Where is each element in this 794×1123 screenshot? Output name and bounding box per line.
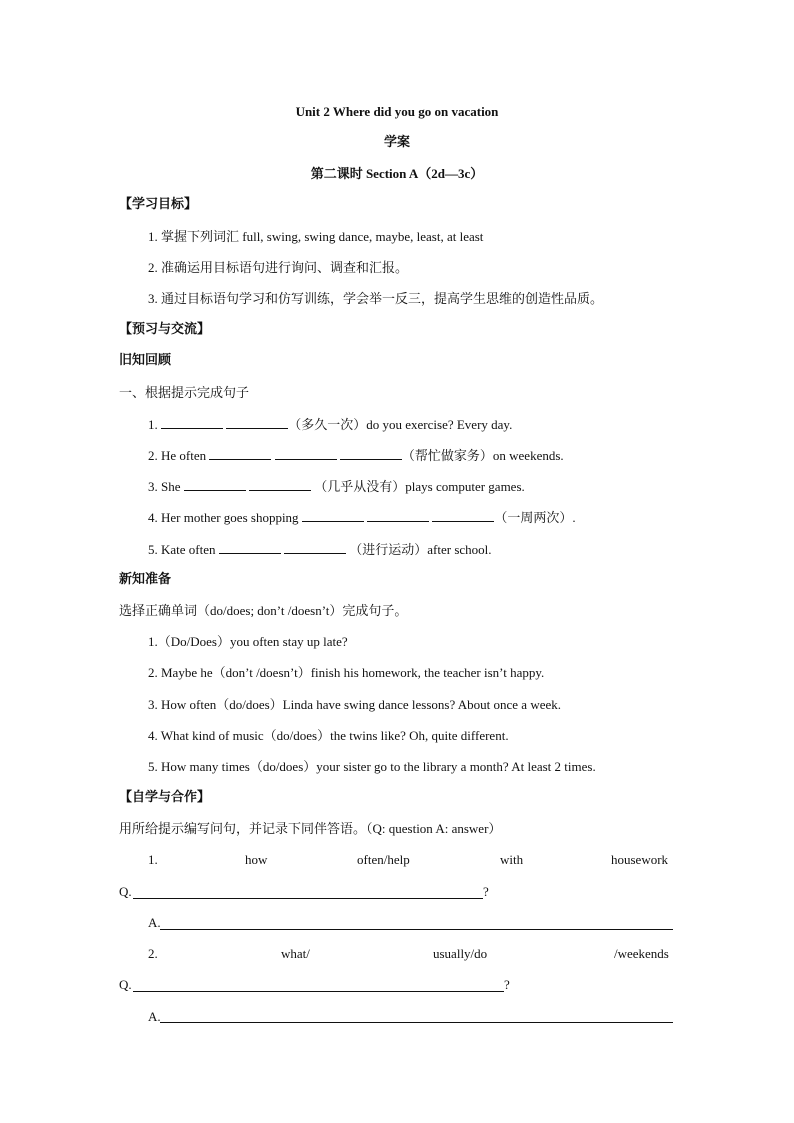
question-label: Q.: [119, 977, 132, 992]
hint: （帮忙做家务）: [401, 448, 493, 463]
self-study-instruction: 用所给提示编写问句，并记录下同伴答语。（Q: question A: answer）: [119, 821, 502, 836]
choice-sentence: 4. What kind of music（do/does）the twins like? Oh, quite different.: [148, 728, 509, 743]
answer-blank[interactable]: [284, 540, 346, 554]
fill-sentence-4: [148, 508, 576, 527]
page-subtitle: 学案: [383, 135, 410, 150]
objective-item: 1. 掌握下列词汇 full, swing, swing dance, maybe, least, at least: [148, 229, 484, 244]
answer-blank[interactable]: [432, 508, 494, 522]
sentence-end: do you exercise? Every day.: [366, 417, 513, 432]
review-heading: 旧知回顾: [119, 353, 172, 368]
answer-label: A.: [148, 1009, 161, 1024]
hint: （几乎从没有）: [314, 479, 406, 494]
prompt-word: what/: [281, 946, 310, 961]
choice-sentence: 1.（Do/Does）you often stay up late?: [148, 634, 348, 649]
sentence-end: plays computer games.: [405, 479, 525, 494]
question-mark: ?: [504, 977, 510, 992]
prompt-word: /weekends: [614, 946, 669, 961]
self-study-heading: 【自学与合作】: [119, 790, 211, 805]
answer-blank[interactable]: [209, 446, 271, 460]
choice-sentence: 3. How often（do/does）Linda have swing dance lessons? About once a week.: [148, 697, 562, 712]
sentence-start: 5. Kate often: [148, 542, 216, 557]
lesson-title: 第二课时 Section A（2d—3c）: [310, 166, 484, 181]
answer-label: A.: [148, 915, 161, 930]
choice-sentence: 5. How many times（do/does）your sister go to the library a month? At least 2 times.: [148, 759, 596, 774]
prompt-word: with: [500, 852, 524, 867]
answer-blank[interactable]: [184, 477, 246, 491]
hint: （多久一次）: [288, 417, 367, 432]
sentence-number: 1.: [148, 417, 158, 432]
sentence-end: after school.: [427, 542, 492, 557]
task-heading: 一、根据提示完成句子: [119, 385, 250, 400]
answer-line[interactable]: [160, 929, 673, 930]
objectives-heading: 【学习目标】: [119, 197, 198, 212]
question-line[interactable]: [133, 898, 483, 899]
objective-item: 2. 准确运用目标语句进行询问、调查和汇报。: [148, 260, 409, 275]
new-knowledge-instruction: 选择正确单词（do/does; don’t /doesn’t）完成句子。: [119, 603, 408, 618]
sentence-start: 3. She: [148, 479, 181, 494]
answer-blank[interactable]: [161, 415, 223, 429]
prompt-word: housework: [611, 852, 669, 867]
objective-item: 3. 通过目标语句学习和仿写训练，学会举一反三，提高学生思维的创造性品质。: [148, 291, 604, 306]
answer-blank[interactable]: [219, 540, 281, 554]
prompt-word: usually/do: [433, 946, 488, 961]
preview-heading: 【预习与交流】: [119, 322, 211, 337]
answer-blank[interactable]: [302, 508, 364, 522]
sentence-start: 4. Her mother goes shopping: [148, 510, 299, 525]
fill-sentence-3: [148, 477, 525, 496]
hint: （一周两次）: [494, 510, 573, 525]
question-line[interactable]: [133, 991, 504, 992]
prompt-word: 2.: [148, 946, 158, 961]
fill-sentence-2: [148, 446, 564, 465]
page-title: Unit 2 Where did you go on vacation: [295, 104, 499, 119]
fill-sentence-5: [148, 540, 492, 559]
hint: （进行运动）: [349, 542, 428, 557]
answer-line[interactable]: [160, 1022, 673, 1023]
answer-blank[interactable]: [340, 446, 402, 460]
prompt-word: 1.: [148, 852, 158, 867]
new-knowledge-heading: 新知准备: [119, 572, 172, 587]
fill-sentence-1: [148, 415, 512, 434]
answer-blank[interactable]: [367, 508, 429, 522]
answer-blank[interactable]: [249, 477, 311, 491]
sentence-end: .: [572, 510, 576, 525]
question-label: Q.: [119, 884, 132, 899]
prompt-word: often/help: [357, 852, 410, 867]
question-mark: ?: [483, 884, 489, 899]
choice-sentence: 2. Maybe he（don’t /doesn’t）finish his homework, the teacher isn’t happy.: [148, 665, 545, 680]
answer-blank[interactable]: [226, 415, 288, 429]
sentence-end: on weekends.: [492, 448, 564, 463]
prompt-word: how: [245, 852, 268, 867]
answer-blank[interactable]: [275, 446, 337, 460]
sentence-start: 2. He often: [148, 448, 207, 463]
